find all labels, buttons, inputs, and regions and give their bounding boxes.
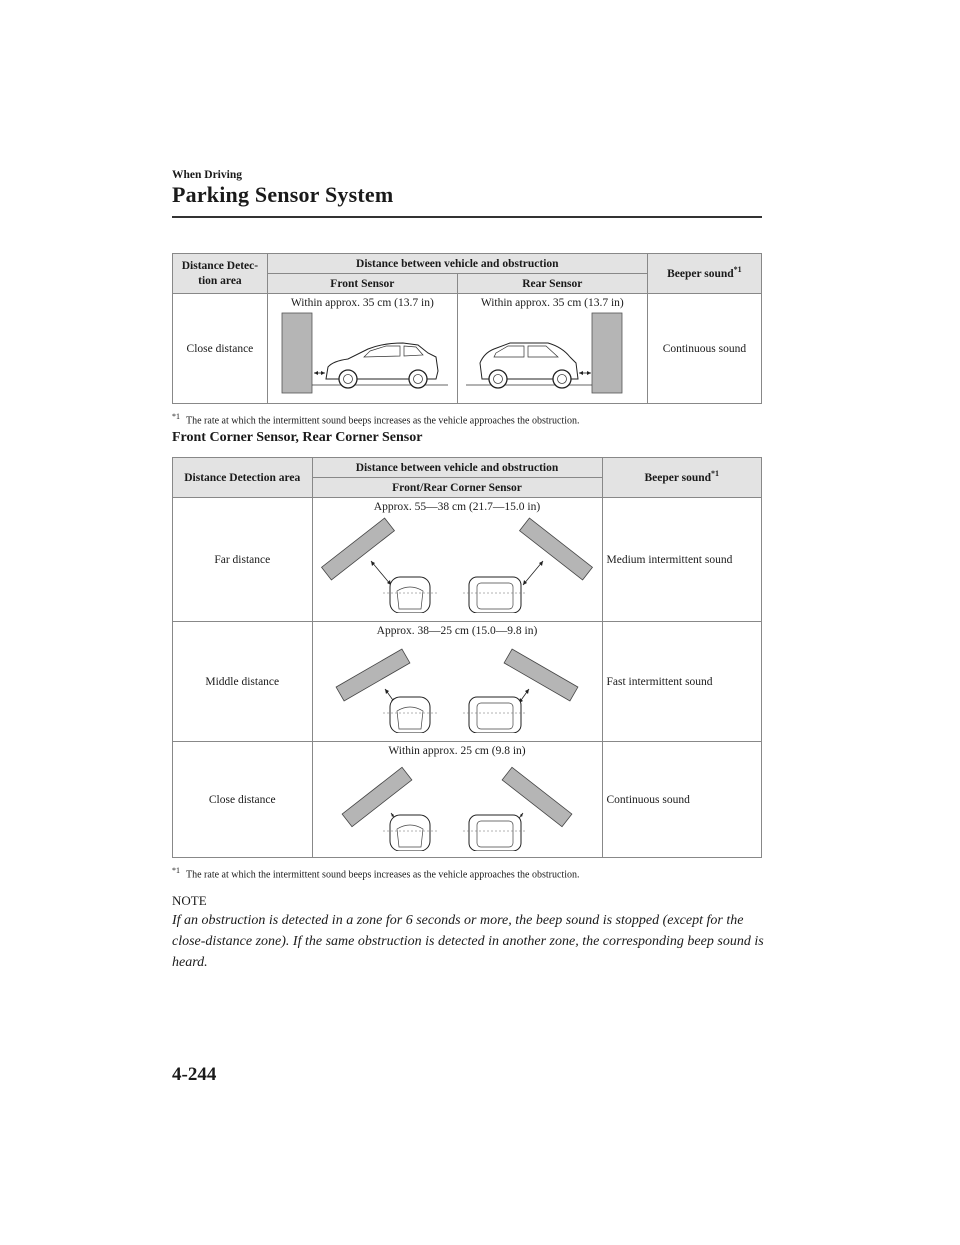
row-distance: Approx. 55—38 cm (21.7—15.0 in) — [373, 501, 541, 513]
col-header-distance: Distance between vehicle and obstruction — [267, 254, 647, 274]
col-header-area — [173, 254, 268, 294]
front-rear-sensor-table — [172, 253, 762, 404]
footnote-2-mark: *1 — [172, 866, 180, 875]
row-area: Middle distance — [173, 622, 313, 742]
row-area: Far distance — [173, 498, 313, 622]
rear-sensor-illustration — [458, 309, 646, 397]
far-distance-illustration — [313, 513, 601, 613]
col-header-beeper — [647, 254, 761, 294]
col-header-beeper — [602, 458, 762, 498]
corner-sensor-table — [172, 457, 762, 858]
note-label: NOTE — [172, 893, 207, 908]
col-header-beeper-text: Beeper sound — [644, 471, 712, 484]
table-row — [173, 622, 762, 742]
row-distance-cell — [312, 622, 602, 742]
front-sensor-distance: Within approx. 35 cm (13.7 in) — [290, 297, 434, 309]
rear-sensor-distance: Within approx. 35 cm (13.7 in) — [480, 297, 624, 309]
car-top-rear — [463, 697, 527, 733]
car-top-rear — [463, 815, 527, 851]
row-sound-close: Continuous sound — [647, 294, 761, 404]
section-label: When Driving — [172, 169, 242, 181]
row-area-close: Close distance — [173, 294, 268, 404]
row-sound: Fast intermittent sound — [602, 622, 762, 742]
close-distance-illustration — [313, 757, 601, 851]
col-header-corner-sensor: Front/Rear Corner Sensor — [312, 478, 602, 498]
row-area: Close distance — [173, 742, 313, 858]
middle-distance-illustration — [313, 637, 601, 733]
col-header-area: Distance Detection area — [173, 458, 313, 498]
col-header-front: Front Sensor — [267, 274, 457, 294]
table-row — [173, 498, 762, 622]
rear-sensor-cell — [457, 294, 647, 404]
title-divider — [172, 216, 762, 218]
car-top-front — [383, 577, 437, 613]
col-header-rear: Rear Sensor — [457, 274, 647, 294]
col-header-beeper-text: Beeper sound — [667, 267, 734, 280]
note-body: If an obstruction is detected in a zone for 6 seconds or more, the beep sound is stopped (except for the close-distance zone). If the same obstruction is detected in another zone, the corresponding beep sound is heard. — [172, 913, 764, 970]
subheading-corner-sensor: Front Corner Sensor, Rear Corner Sensor — [172, 430, 423, 445]
car-top-rear — [463, 577, 527, 613]
car-top-front — [383, 815, 437, 851]
row-distance: Within approx. 25 cm (9.8 in) — [388, 745, 526, 757]
footnote-1-mark: *1 — [172, 412, 180, 421]
row-distance: Approx. 38—25 cm (15.0—9.8 in) — [376, 625, 538, 637]
footnote-2 — [172, 866, 579, 880]
col-header-distance: Distance between vehicle and obstruction — [312, 458, 602, 478]
row-sound: Continuous sound — [602, 742, 762, 858]
car-top-front — [383, 697, 437, 733]
footnote-mark: *1 — [733, 264, 742, 274]
row-distance-cell — [312, 498, 602, 622]
row-distance-cell — [312, 742, 602, 858]
footnote-1 — [172, 412, 579, 426]
footnote-2-text: The rate at which the intermittent sound beeps increases as the vehicle approaches the obstruction. — [186, 869, 580, 881]
footnote-mark: *1 — [711, 468, 720, 478]
footnote-1-text: The rate at which the intermittent sound beeps increases as the vehicle approaches the obstruction. — [186, 415, 580, 427]
col-header-area-text: Distance Detec-tion area — [181, 259, 259, 287]
front-sensor-cell — [267, 294, 457, 404]
page-number: 4-244 — [172, 1064, 217, 1085]
table-row — [173, 742, 762, 858]
row-sound: Medium intermittent sound — [602, 498, 762, 622]
front-sensor-illustration — [268, 309, 456, 397]
page-title: Parking Sensor System — [172, 182, 394, 207]
